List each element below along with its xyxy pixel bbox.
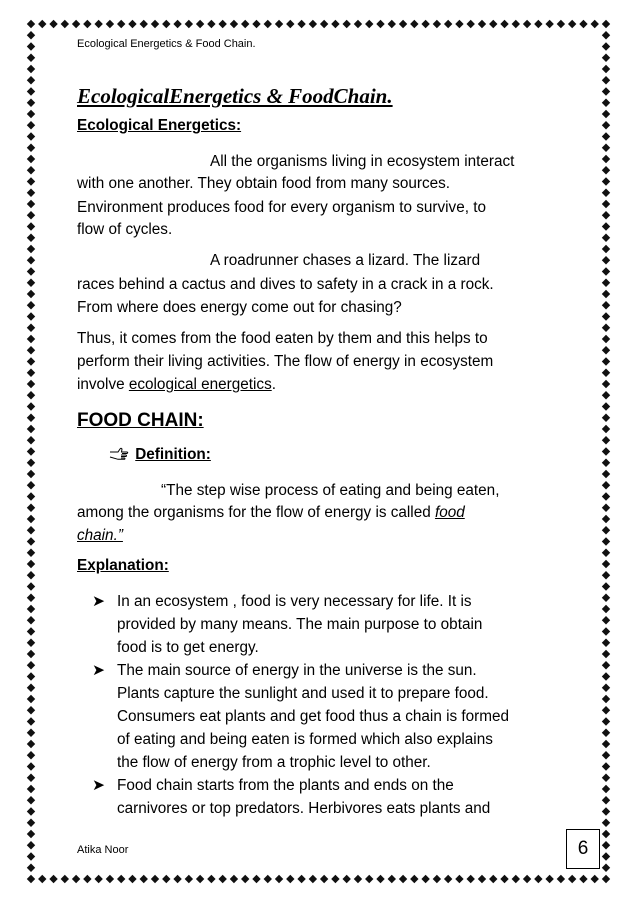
arrow-bullet-icon: ➤ bbox=[92, 777, 105, 794]
border-diamond bbox=[602, 402, 610, 410]
border-diamond bbox=[489, 875, 497, 883]
border-diamond bbox=[27, 87, 35, 95]
border-diamond bbox=[602, 740, 610, 748]
list-item-line: In an ecosystem , food is very necessary for life. It is bbox=[117, 593, 472, 610]
border-diamond bbox=[27, 492, 35, 500]
border-diamond bbox=[27, 346, 35, 354]
border-diamond bbox=[196, 20, 204, 28]
border-diamond bbox=[162, 20, 170, 28]
border-diamond bbox=[602, 234, 610, 242]
border-diamond bbox=[27, 380, 35, 388]
border-diamond bbox=[602, 99, 610, 107]
border-diamond bbox=[27, 222, 35, 230]
border-diamond bbox=[173, 875, 181, 883]
border-diamond bbox=[27, 335, 35, 343]
border-diamond bbox=[602, 875, 610, 883]
section-heading-food-chain: FOOD CHAIN: bbox=[77, 410, 204, 431]
border-diamond bbox=[27, 706, 35, 714]
border-diamond bbox=[230, 875, 238, 883]
border-diamond bbox=[602, 762, 610, 770]
border-diamond bbox=[500, 20, 508, 28]
border-diamond bbox=[342, 875, 350, 883]
border-diamond bbox=[27, 785, 35, 793]
border-diamond bbox=[568, 875, 576, 883]
list-item-line: The main source of energy in the universe is the sun. bbox=[117, 662, 477, 679]
border-diamond bbox=[602, 447, 610, 455]
border-diamond bbox=[602, 380, 610, 388]
border-diamond bbox=[72, 20, 80, 28]
border-diamond bbox=[399, 875, 407, 883]
page-header: Ecological Energetics & Food Chain. bbox=[77, 38, 256, 50]
border-diamond bbox=[602, 695, 610, 703]
border-diamond bbox=[602, 751, 610, 759]
border-diamond bbox=[331, 875, 339, 883]
paragraph-line: A roadrunner chases a lizard. The lizard bbox=[210, 252, 481, 269]
border-diamond bbox=[27, 54, 35, 62]
border-diamond bbox=[365, 20, 373, 28]
definition-line: chain.” bbox=[77, 527, 123, 544]
border-diamond bbox=[27, 740, 35, 748]
list-item-line: carnivores or top predators. Herbivores eats plants and bbox=[117, 800, 491, 817]
border-diamond bbox=[523, 875, 531, 883]
border-diamond bbox=[602, 121, 610, 129]
border-diamond bbox=[602, 177, 610, 185]
border-diamond bbox=[309, 875, 317, 883]
border-diamond bbox=[27, 819, 35, 827]
border-diamond bbox=[602, 729, 610, 737]
border-diamond bbox=[27, 144, 35, 152]
border-diamond bbox=[27, 391, 35, 399]
border-diamond bbox=[602, 335, 610, 343]
border-diamond bbox=[27, 841, 35, 849]
border-diamond bbox=[602, 706, 610, 714]
border-diamond bbox=[455, 20, 463, 28]
paragraph-line: Thus, it comes from the food eaten by them and this helps to bbox=[77, 330, 488, 347]
border-diamond bbox=[602, 189, 610, 197]
border-diamond bbox=[602, 841, 610, 849]
border-diamond bbox=[602, 684, 610, 692]
border-diamond bbox=[602, 222, 610, 230]
text-run: among the organisms for the flow of energy is called bbox=[77, 504, 435, 521]
border-diamond bbox=[27, 31, 35, 39]
border-diamond bbox=[241, 875, 249, 883]
border-diamond bbox=[534, 875, 542, 883]
border-diamond bbox=[309, 20, 317, 28]
border-diamond bbox=[602, 481, 610, 489]
border-diamond bbox=[27, 762, 35, 770]
border-diamond bbox=[27, 672, 35, 680]
border-diamond bbox=[27, 639, 35, 647]
border-diamond bbox=[602, 312, 610, 320]
border-diamond bbox=[27, 864, 35, 872]
border-diamond bbox=[602, 76, 610, 84]
border-diamond bbox=[602, 425, 610, 433]
border-diamond bbox=[151, 20, 159, 28]
border-diamond bbox=[602, 301, 610, 309]
border-diamond bbox=[49, 875, 57, 883]
arrow-bullet-icon: ➤ bbox=[92, 593, 105, 610]
border-diamond bbox=[602, 549, 610, 557]
definition-line bbox=[77, 501, 465, 525]
border-diamond bbox=[27, 515, 35, 523]
border-diamond bbox=[27, 616, 35, 624]
text-run: . bbox=[271, 376, 276, 393]
border-diamond bbox=[27, 695, 35, 703]
border-diamond bbox=[27, 751, 35, 759]
border-diamond bbox=[602, 166, 610, 174]
border-diamond bbox=[478, 20, 486, 28]
border-diamond bbox=[38, 875, 46, 883]
border-diamond bbox=[140, 875, 148, 883]
border-diamond bbox=[27, 436, 35, 444]
border-diamond bbox=[602, 639, 610, 647]
border-diamond bbox=[117, 20, 125, 28]
border-diamond bbox=[264, 875, 272, 883]
border-diamond bbox=[27, 166, 35, 174]
list-item-line: Consumers eat plants and get food thus a chain is formed bbox=[117, 708, 509, 725]
border-diamond bbox=[286, 20, 294, 28]
paragraph-line: races behind a cactus and dives to safety in a crack in a rock. bbox=[77, 276, 494, 293]
border-diamond bbox=[455, 875, 463, 883]
border-diamond bbox=[140, 20, 148, 28]
border-diamond bbox=[94, 875, 102, 883]
border-diamond bbox=[27, 290, 35, 298]
border-diamond bbox=[27, 830, 35, 838]
border-diamond bbox=[602, 807, 610, 815]
footer-author: Atika Noor bbox=[77, 844, 129, 856]
border-diamond bbox=[421, 875, 429, 883]
border-diamond bbox=[602, 571, 610, 579]
border-diamond bbox=[602, 324, 610, 332]
paragraph-line bbox=[77, 373, 276, 397]
border-diamond bbox=[602, 369, 610, 377]
border-diamond bbox=[602, 672, 610, 680]
border-diamond bbox=[602, 436, 610, 444]
border-diamond bbox=[602, 504, 610, 512]
border-diamond bbox=[27, 571, 35, 579]
border-diamond bbox=[264, 20, 272, 28]
explanation-heading: Explanation: bbox=[77, 557, 169, 574]
border-diamond bbox=[83, 875, 91, 883]
border-diamond bbox=[545, 875, 553, 883]
border-diamond bbox=[27, 402, 35, 410]
border-diamond bbox=[331, 20, 339, 28]
border-diamond bbox=[433, 20, 441, 28]
border-diamond bbox=[27, 324, 35, 332]
border-diamond bbox=[27, 211, 35, 219]
border-diamond bbox=[27, 717, 35, 725]
border-diamond bbox=[602, 830, 610, 838]
border-diamond bbox=[602, 256, 610, 264]
border-diamond bbox=[557, 875, 565, 883]
border-diamond bbox=[94, 20, 102, 28]
border-diamond bbox=[568, 20, 576, 28]
border-diamond bbox=[275, 20, 283, 28]
border-diamond bbox=[27, 537, 35, 545]
border-diamond bbox=[602, 492, 610, 500]
border-diamond bbox=[467, 875, 475, 883]
border-diamond bbox=[602, 560, 610, 568]
border-diamond bbox=[602, 774, 610, 782]
border-diamond bbox=[602, 144, 610, 152]
page-number: 6 bbox=[566, 829, 600, 869]
border-diamond bbox=[602, 785, 610, 793]
border-diamond bbox=[602, 110, 610, 118]
list-item-line: Food chain starts from the plants and ends on the bbox=[117, 777, 454, 794]
border-diamond bbox=[27, 414, 35, 422]
border-diamond bbox=[602, 414, 610, 422]
border-diamond bbox=[27, 807, 35, 815]
border-diamond bbox=[354, 875, 362, 883]
border-diamond bbox=[27, 65, 35, 73]
border-diamond bbox=[602, 864, 610, 872]
border-diamond bbox=[27, 459, 35, 467]
definition-line: “The step wise process of eating and being eaten, bbox=[161, 482, 500, 499]
border-diamond bbox=[241, 20, 249, 28]
border-diamond bbox=[534, 20, 542, 28]
border-diamond bbox=[27, 155, 35, 163]
border-diamond bbox=[444, 875, 452, 883]
border-diamond bbox=[602, 819, 610, 827]
border-diamond bbox=[602, 661, 610, 669]
border-diamond bbox=[27, 234, 35, 242]
border-diamond bbox=[27, 42, 35, 50]
border-diamond bbox=[49, 20, 57, 28]
border-diamond bbox=[185, 875, 193, 883]
border-diamond bbox=[388, 875, 396, 883]
border-diamond bbox=[421, 20, 429, 28]
arrow-bullet-icon: ➤ bbox=[92, 662, 105, 679]
border-diamond bbox=[27, 20, 35, 28]
border-diamond bbox=[602, 796, 610, 804]
border-diamond bbox=[106, 20, 114, 28]
border-diamond bbox=[27, 594, 35, 602]
border-diamond bbox=[602, 54, 610, 62]
border-diamond bbox=[602, 605, 610, 613]
section-heading-ecological-energetics: Ecological Energetics: bbox=[77, 117, 242, 134]
border-diamond bbox=[602, 200, 610, 208]
border-diamond bbox=[185, 20, 193, 28]
border-diamond bbox=[27, 110, 35, 118]
border-diamond bbox=[27, 605, 35, 613]
border-diamond bbox=[27, 312, 35, 320]
border-diamond bbox=[230, 20, 238, 28]
paragraph-line: flow of cycles. bbox=[77, 221, 173, 238]
border-diamond bbox=[320, 875, 328, 883]
border-diamond bbox=[252, 875, 260, 883]
border-diamond bbox=[27, 132, 35, 140]
border-diamond bbox=[354, 20, 362, 28]
border-diamond bbox=[27, 549, 35, 557]
border-diamond bbox=[27, 684, 35, 692]
border-diamond bbox=[27, 627, 35, 635]
border-diamond bbox=[173, 20, 181, 28]
border-diamond bbox=[61, 875, 69, 883]
border-diamond bbox=[410, 875, 418, 883]
border-diamond bbox=[27, 526, 35, 534]
border-diamond bbox=[500, 875, 508, 883]
border-diamond bbox=[602, 155, 610, 163]
border-diamond bbox=[27, 481, 35, 489]
definition-heading: Definition: bbox=[135, 446, 211, 463]
border-diamond bbox=[602, 459, 610, 467]
border-diamond bbox=[162, 875, 170, 883]
paragraph-line: All the organisms living in ecosystem interact bbox=[210, 153, 515, 170]
border-diamond bbox=[365, 875, 373, 883]
border-diamond bbox=[602, 526, 610, 534]
border-diamond bbox=[410, 20, 418, 28]
border-diamond bbox=[579, 20, 587, 28]
list-item-line: provided by many means. The main purpose to obtain bbox=[117, 616, 483, 633]
border-diamond bbox=[128, 20, 136, 28]
border-diamond bbox=[297, 875, 305, 883]
border-diamond bbox=[602, 245, 610, 253]
paragraph-line: perform their living activities. The flow of energy in ecosystem bbox=[77, 353, 494, 370]
border-diamond bbox=[218, 875, 226, 883]
border-diamond bbox=[27, 99, 35, 107]
border-diamond bbox=[602, 627, 610, 635]
border-diamond bbox=[545, 20, 553, 28]
list-item-line: the flow of energy from a trophic level to other. bbox=[117, 754, 431, 771]
ecological-energetics-link[interactable]: ecological energetics bbox=[128, 376, 272, 393]
border-diamond bbox=[27, 369, 35, 377]
border-diamond bbox=[602, 537, 610, 545]
border-diamond bbox=[27, 774, 35, 782]
border-diamond bbox=[602, 279, 610, 287]
border-diamond bbox=[27, 301, 35, 309]
border-diamond bbox=[27, 504, 35, 512]
border-diamond bbox=[602, 391, 610, 399]
border-diamond bbox=[151, 875, 159, 883]
border-diamond bbox=[602, 20, 610, 28]
border-diamond bbox=[602, 717, 610, 725]
border-diamond bbox=[602, 267, 610, 275]
border-diamond bbox=[27, 256, 35, 264]
border-diamond bbox=[27, 357, 35, 365]
border-diamond bbox=[207, 875, 215, 883]
text-run: involve bbox=[77, 376, 129, 393]
border-diamond bbox=[320, 20, 328, 28]
border-diamond bbox=[27, 447, 35, 455]
border-diamond bbox=[376, 20, 384, 28]
border-diamond bbox=[602, 42, 610, 50]
border-diamond bbox=[27, 852, 35, 860]
border-diamond bbox=[444, 20, 452, 28]
border-diamond bbox=[27, 425, 35, 433]
border-diamond bbox=[602, 87, 610, 95]
border-diamond bbox=[27, 76, 35, 84]
border-diamond bbox=[602, 515, 610, 523]
border-diamond bbox=[591, 875, 599, 883]
border-diamond bbox=[27, 267, 35, 275]
border-diamond bbox=[27, 560, 35, 568]
border-diamond bbox=[602, 616, 610, 624]
border-diamond bbox=[489, 20, 497, 28]
border-diamond bbox=[27, 177, 35, 185]
border-diamond bbox=[196, 875, 204, 883]
border-diamond bbox=[27, 796, 35, 804]
border-diamond bbox=[286, 875, 294, 883]
border-diamond bbox=[27, 121, 35, 129]
border-diamond bbox=[27, 582, 35, 590]
border-diamond bbox=[579, 875, 587, 883]
border-diamond bbox=[602, 31, 610, 39]
border-diamond bbox=[252, 20, 260, 28]
border-diamond bbox=[602, 582, 610, 590]
border-diamond bbox=[591, 20, 599, 28]
border-diamond bbox=[602, 470, 610, 478]
border-diamond bbox=[602, 211, 610, 219]
border-diamond bbox=[602, 357, 610, 365]
border-diamond bbox=[602, 132, 610, 140]
hand-pointer-icon bbox=[109, 446, 133, 463]
border-diamond bbox=[27, 279, 35, 287]
border-diamond bbox=[38, 20, 46, 28]
border-diamond bbox=[467, 20, 475, 28]
border-diamond bbox=[61, 20, 69, 28]
border-diamond bbox=[27, 650, 35, 658]
border-diamond bbox=[83, 20, 91, 28]
border-diamond bbox=[342, 20, 350, 28]
paragraph-line: with one another. They obtain food from many sources. bbox=[77, 175, 451, 192]
border-diamond bbox=[602, 290, 610, 298]
border-diamond bbox=[602, 65, 610, 73]
border-diamond bbox=[523, 20, 531, 28]
border-diamond bbox=[27, 470, 35, 478]
border-diamond bbox=[602, 650, 610, 658]
border-diamond bbox=[602, 594, 610, 602]
border-diamond bbox=[557, 20, 565, 28]
border-diamond bbox=[376, 875, 384, 883]
border-diamond bbox=[128, 875, 136, 883]
border-diamond bbox=[388, 20, 396, 28]
paragraph-line: Environment produces food for every organism to survive, to bbox=[77, 199, 486, 216]
border-diamond bbox=[478, 875, 486, 883]
border-diamond bbox=[27, 245, 35, 253]
border-diamond bbox=[27, 729, 35, 737]
border-diamond bbox=[27, 875, 35, 883]
border-diamond bbox=[433, 875, 441, 883]
border-diamond bbox=[602, 346, 610, 354]
border-diamond bbox=[117, 875, 125, 883]
border-diamond bbox=[218, 20, 226, 28]
border-diamond bbox=[27, 661, 35, 669]
border-diamond bbox=[512, 875, 520, 883]
border-diamond bbox=[27, 189, 35, 197]
border-diamond bbox=[602, 852, 610, 860]
border-diamond bbox=[27, 200, 35, 208]
border-diamond bbox=[207, 20, 215, 28]
border-diamond bbox=[275, 875, 283, 883]
paragraph-line: From where does energy come out for chasing? bbox=[77, 299, 402, 316]
list-item-line: of eating and being eaten is formed which also explains bbox=[117, 731, 493, 748]
border-diamond bbox=[512, 20, 520, 28]
border-diamond bbox=[297, 20, 305, 28]
food-term: food bbox=[434, 504, 465, 521]
border-diamond bbox=[72, 875, 80, 883]
border-diamond bbox=[106, 875, 114, 883]
border-diamond bbox=[399, 20, 407, 28]
definition-label bbox=[109, 446, 211, 464]
list-item-line: food is to get energy. bbox=[117, 639, 259, 656]
page-title: EcologicalEnergetics & FoodChain. bbox=[77, 84, 393, 108]
list-item-line: Plants capture the sunlight and used it to prepare food. bbox=[117, 685, 489, 702]
